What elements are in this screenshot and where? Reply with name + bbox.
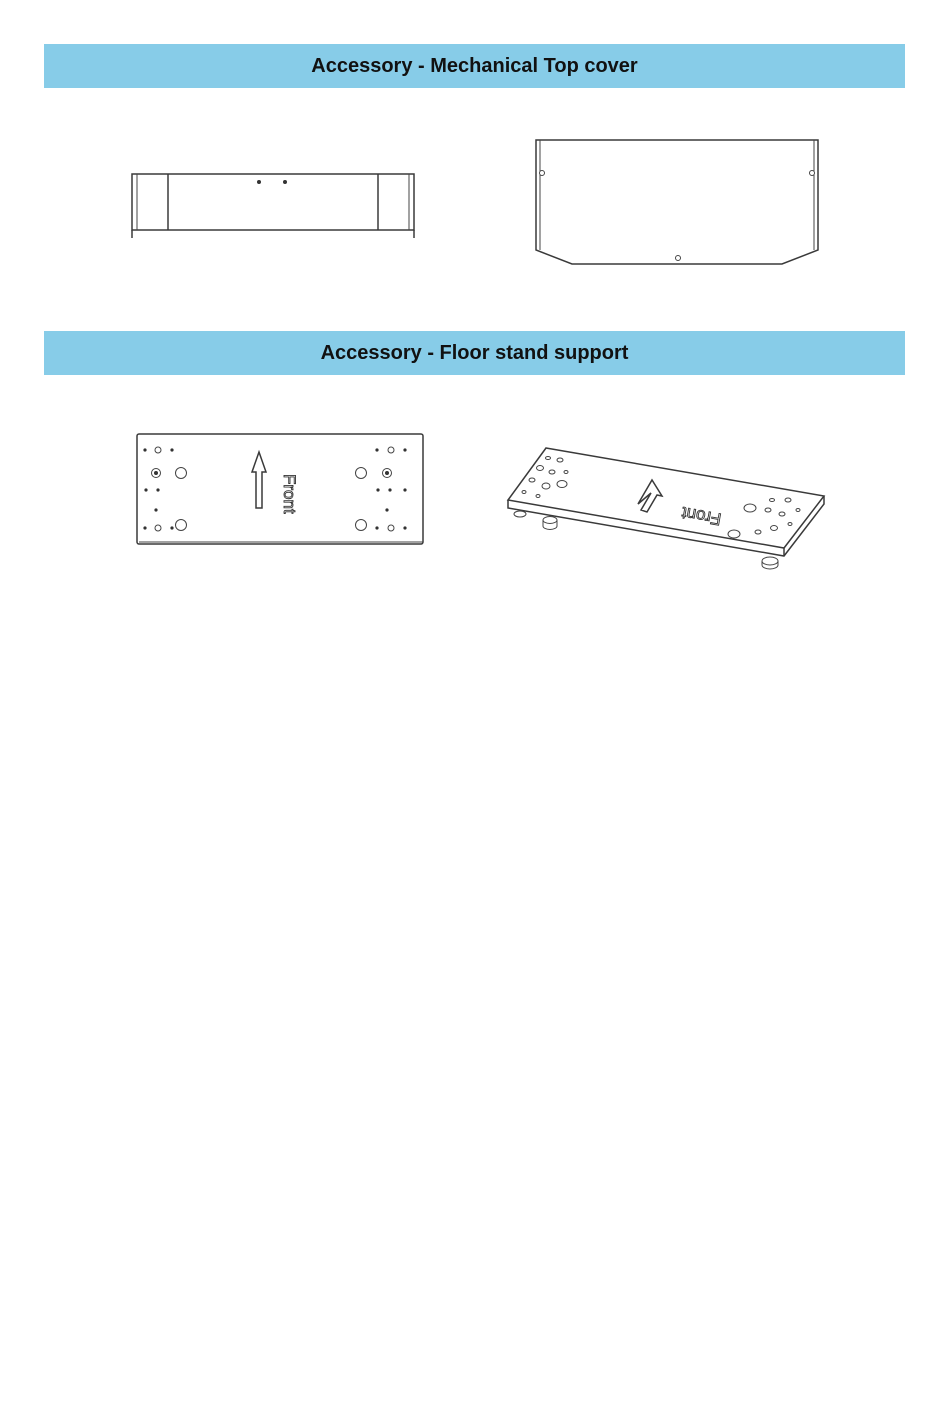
section-header-top-cover [44, 44, 905, 88]
screw-hole [257, 180, 261, 184]
floor-stand-perspective-drawing [502, 444, 832, 572]
front-label: Front [280, 474, 299, 514]
screw-hole [540, 171, 545, 176]
stand-foot [543, 517, 557, 524]
cover-body-outline [132, 174, 414, 230]
top-cover-top-view-drawing [532, 136, 824, 270]
screw-hole [810, 171, 815, 176]
floor-stand-top-view-drawing [134, 430, 428, 550]
section-title: Accessory - Floor stand support [320, 341, 629, 364]
section-title: Accessory - Mechanical Top cover [311, 54, 638, 77]
front-arrow-icon [638, 480, 662, 512]
cover-plate-outline [536, 140, 818, 264]
screw-hole [283, 180, 287, 184]
screw-hole [676, 256, 681, 261]
top-cover-side-view-drawing [128, 170, 420, 242]
front-arrow-icon [252, 452, 266, 508]
stand-top-surface [508, 448, 824, 548]
stand-foot [762, 557, 778, 565]
section-header-floor-stand [44, 331, 905, 375]
front-label: Front [680, 503, 723, 529]
stand-foot [514, 511, 526, 517]
